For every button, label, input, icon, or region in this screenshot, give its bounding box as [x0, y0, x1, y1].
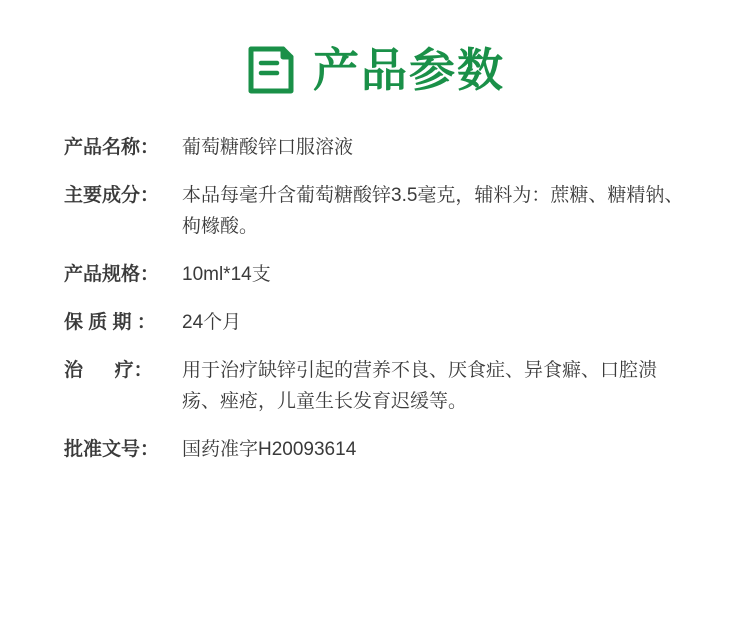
spec-label: 保 质 期 ：: [64, 312, 156, 333]
spec-row-approval-number: [64, 434, 692, 465]
spec-label: 治 疗：: [64, 360, 153, 381]
page-title: 产品参数: [313, 44, 505, 96]
spec-value: 10ml*14支: [182, 264, 271, 285]
spec-label: 产品规格：: [64, 264, 160, 285]
spec-row-product-name: [64, 132, 692, 163]
spec-row-specification: [64, 259, 692, 290]
spec-value: 用于治疗缺锌引起的营养不良、厌食症、异食癖、口腔溃疡、痤疮，儿童生长发育迟缓等。: [182, 360, 658, 412]
note-document-icon: [245, 44, 297, 96]
spec-label: 产品名称：: [64, 137, 160, 158]
spec-value: 本品每毫升含葡萄糖酸锌3.5毫克，辅料为：蔗糖、糖精钠、枸橼酸。: [182, 185, 684, 237]
spec-row-shelf-life: [64, 307, 692, 338]
spec-label: 主要成分：: [64, 185, 160, 206]
spec-value: 葡萄糖酸锌口服溶液: [182, 137, 354, 158]
spec-value: 24个月: [182, 312, 242, 333]
spec-label: 批准文号：: [64, 439, 160, 460]
spec-row-ingredients: [64, 180, 692, 242]
spec-row-treatment: [64, 355, 692, 417]
spec-list: [58, 132, 692, 465]
page-header: [0, 0, 750, 132]
spec-value: 国药准字H20093614: [182, 439, 357, 460]
